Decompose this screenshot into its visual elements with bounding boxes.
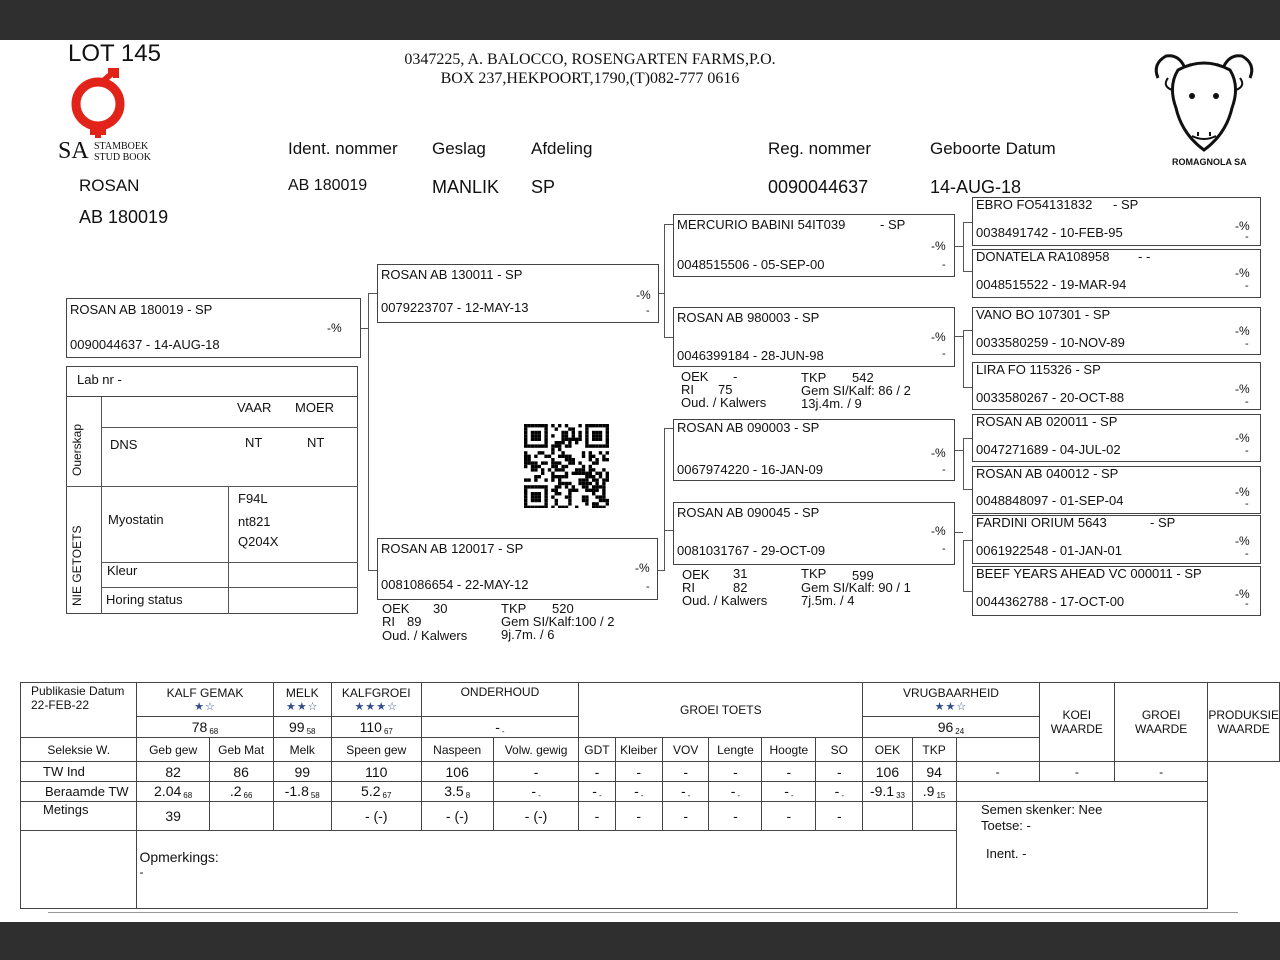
ggp-dash: - xyxy=(1245,445,1249,457)
btw-acc: 33 xyxy=(896,791,905,800)
ggp-pct: -% xyxy=(1235,485,1250,499)
kalfgroei-label: KALFGROEI xyxy=(341,686,411,700)
vaar-label: VAAR xyxy=(237,400,272,415)
sel-onder-value: - xyxy=(495,718,500,735)
sire-name: ROSAN AB 130011 - SP xyxy=(381,267,523,282)
grandparent-box xyxy=(673,419,955,481)
geslag-value: MANLIK xyxy=(432,177,500,197)
btw-cell xyxy=(273,782,331,802)
ident-label: Ident. nommer xyxy=(288,139,398,158)
dam-name: ROSAN AB 120017 - SP xyxy=(381,541,524,556)
sire-pct: -% xyxy=(636,288,651,302)
seleksie-label: Seleksie W. xyxy=(21,738,137,762)
oek-value: - xyxy=(733,369,738,384)
gp-pct: -% xyxy=(931,446,946,460)
btw-acc: 67 xyxy=(382,791,392,800)
sel-groei-acc: 67 xyxy=(383,726,393,736)
oud-label: Oud. / Kalwers xyxy=(681,395,767,410)
semen-donor: Semen skenker: Nee xyxy=(981,802,1103,817)
subject-name: ROSAN AB 180019 - SP xyxy=(70,302,213,317)
qr-code-icon xyxy=(523,424,611,508)
ggp-name: DONATELA RA108958 xyxy=(976,249,1110,264)
col-header: Geb gew xyxy=(137,738,209,762)
btw-acc: 68 xyxy=(183,791,193,800)
ggp-name: ROSAN AB 040012 - SP xyxy=(976,466,1119,481)
col-header: Melk xyxy=(273,738,331,762)
melk-header xyxy=(273,683,331,717)
btw-acc: - xyxy=(841,791,844,800)
tw-value: - xyxy=(615,762,662,782)
vrugbaarheid-header xyxy=(863,683,1039,717)
gp-name: ROSAN AB 090003 - SP xyxy=(677,420,820,435)
ggp-reg: 0061922548 - 01-JAN-01 xyxy=(976,543,1122,558)
gp-dash: - xyxy=(942,259,946,271)
ggp-dash: - xyxy=(1245,338,1249,350)
metings-value xyxy=(273,802,331,831)
col-header: TKP xyxy=(912,738,956,762)
btw-acc: - xyxy=(538,791,541,800)
ggp-sp: - - xyxy=(1138,249,1151,264)
ggp-reg: 0038491742 - 10-FEB-95 xyxy=(976,225,1123,240)
studbook-text: STUD BOOK xyxy=(94,152,151,163)
btw-cell xyxy=(709,782,762,802)
dam-tkp: 520 xyxy=(552,601,574,616)
bull-head-icon xyxy=(1148,46,1260,156)
ggp-reg: 0048515522 - 19-MAR-94 xyxy=(976,277,1127,292)
ggp-pct: -% xyxy=(1235,534,1250,548)
oud-value: 13j.4m. / 9 xyxy=(801,396,862,411)
ggp-reg: 0047271689 - 04-JUL-02 xyxy=(976,442,1121,457)
sel-melk-acc: 58 xyxy=(306,726,316,736)
btw-cell xyxy=(331,782,421,802)
groei-waarde-header xyxy=(1115,683,1208,762)
ri-label: RI xyxy=(682,580,695,595)
btw-cell xyxy=(579,782,615,802)
oek-value: 31 xyxy=(733,566,748,581)
grandparent-box xyxy=(673,214,955,277)
ident-big: AB 180019 xyxy=(79,207,169,227)
koei-label: KOEI xyxy=(1062,708,1092,722)
tw-row xyxy=(21,762,1280,782)
ggp-reg: 0033580267 - 20-OCT-88 xyxy=(976,390,1125,405)
dam-ri: 89 xyxy=(407,614,422,629)
gp-dash: - xyxy=(942,543,946,555)
ri-value: 75 xyxy=(718,382,733,397)
ggp-dash: - xyxy=(1245,231,1249,243)
produksie-label: PRODUKSIE xyxy=(1208,708,1279,722)
btw-cell xyxy=(816,782,863,802)
great-grandparent-box xyxy=(972,414,1261,462)
col-header: Kleiber xyxy=(615,738,662,762)
ggp-pct: -% xyxy=(1235,219,1250,233)
opmerkings-label: Opmerkings: xyxy=(139,849,219,865)
sel-kalf-acc: 68 xyxy=(209,726,219,736)
opmerkings-blank xyxy=(21,831,137,909)
great-grandparent-box xyxy=(972,197,1261,246)
btw-cell xyxy=(421,782,493,802)
great-grandparent-box xyxy=(972,515,1261,564)
ggp-dash: - xyxy=(1245,280,1249,292)
geslag-label: Geslag xyxy=(432,139,486,158)
myostatin-value: Q204X xyxy=(238,534,279,549)
btw-value: 5.2 xyxy=(361,783,381,799)
dam-oud-label: Oud. / Kalwers xyxy=(382,628,468,643)
btw-value: -1.8 xyxy=(284,783,309,799)
ggp-dash: - xyxy=(1245,548,1249,560)
great-grandparent-box xyxy=(972,362,1261,410)
ggp-dash: - xyxy=(1245,598,1249,610)
ggp-pct: -% xyxy=(1235,324,1250,338)
btw-value: 2.04 xyxy=(154,783,182,799)
metings-value xyxy=(209,802,273,831)
tkp-label: TKP xyxy=(801,566,827,581)
dam-reg: 0081086654 - 22-MAY-12 xyxy=(381,577,529,592)
lab-nr-box xyxy=(66,366,358,397)
sel-vrug-value: 96 xyxy=(937,718,954,735)
opmerkings-value: - xyxy=(139,865,144,879)
ouerskap-label: Ouerskap xyxy=(70,423,84,476)
sel-kalf xyxy=(137,717,273,738)
subject-reg: 0090044637 - 14-AUG-18 xyxy=(70,337,220,352)
gem-value: Gem SI/Kalf: 90 / 1 xyxy=(801,580,911,595)
ggp-pct: -% xyxy=(1235,266,1250,280)
tkp-value: 599 xyxy=(852,568,874,583)
oud-label: Oud. / Kalwers xyxy=(682,593,768,608)
stamboek-text: STAMBOEK xyxy=(94,141,149,152)
btw-cell xyxy=(615,782,662,802)
col-header: Volw. gewig xyxy=(493,738,578,762)
grandparent-box xyxy=(673,502,955,565)
tw-value: 106 xyxy=(421,762,493,782)
tw-value: 94 xyxy=(912,762,956,782)
animal-name: ROSAN xyxy=(79,176,140,195)
kalf-gemak-stars: ★☆ xyxy=(194,701,216,713)
tw-extra-value: - xyxy=(1115,762,1208,782)
gp-pct: -% xyxy=(931,239,946,253)
btw-acc: 8 xyxy=(465,791,471,800)
btw-value: - xyxy=(681,783,686,799)
grandparent-box xyxy=(673,307,955,367)
tw-value: - xyxy=(762,762,816,782)
col-header: SO xyxy=(816,738,863,762)
dam-oek: 30 xyxy=(433,601,448,616)
ri-value: 82 xyxy=(733,580,748,595)
metings-value: - (-) xyxy=(493,802,578,831)
great-grandparent-box xyxy=(972,466,1261,514)
sa-logo-symbol-icon xyxy=(68,68,132,140)
produksie-waarde-header xyxy=(1208,683,1280,762)
col-header: OEK xyxy=(863,738,912,762)
btw-value: .9 xyxy=(922,783,935,799)
gp-dash: - xyxy=(942,348,946,360)
metings-value: - (-) xyxy=(421,802,493,831)
ggp-reg: 0033580259 - 10-NOV-89 xyxy=(976,335,1125,350)
btw-value: -9.1 xyxy=(869,783,895,799)
great-grandparent-box xyxy=(972,249,1261,298)
metings-value xyxy=(863,802,912,831)
btw-cell xyxy=(762,782,816,802)
afdeling-label: Afdeling xyxy=(531,139,593,158)
pub-label: Publikasie Datum xyxy=(31,684,125,698)
onderhoud-header: ONDERHOUD xyxy=(421,683,579,717)
gp-sp: - SP xyxy=(880,217,906,232)
myostatin-value: nt821 xyxy=(238,514,271,529)
btw-value: - xyxy=(634,783,639,799)
ggp-name: VANO BO 107301 - SP xyxy=(976,307,1111,322)
sel-onder-acc: - xyxy=(501,726,505,736)
col-header: VOV xyxy=(662,738,709,762)
metings-value: - xyxy=(615,802,662,831)
melk-stars: ★★☆ xyxy=(285,701,319,713)
btw-acc: - xyxy=(737,791,741,800)
btw-acc: - xyxy=(790,791,794,800)
melk-label: MELK xyxy=(285,686,319,700)
btw-value: - xyxy=(531,783,537,799)
bottom-bar xyxy=(0,922,1280,960)
ggp-name: BEEF YEARS AHEAD VC 000011 - SP xyxy=(976,566,1202,581)
tw-value: - xyxy=(493,762,578,782)
gp-reg: 0048515506 - 05-SEP-00 xyxy=(677,257,825,272)
col-header: Lengte xyxy=(709,738,762,762)
metings-label: Metings xyxy=(21,802,137,831)
gem-value: Gem SI/Kalf: 86 / 2 xyxy=(801,383,911,398)
lab-grid xyxy=(66,397,358,614)
waarde-label: WAARDE xyxy=(1217,722,1270,736)
tw-value: 82 xyxy=(137,762,209,782)
gp-pct: -% xyxy=(931,524,946,538)
opmerkings-cell xyxy=(137,831,956,909)
koei-waarde-header xyxy=(1039,683,1114,762)
col-header: Geb Mat xyxy=(209,738,273,762)
metings-value: - xyxy=(762,802,816,831)
gp-reg: 0081031767 - 29-OCT-09 xyxy=(677,543,826,558)
tw-value: - xyxy=(709,762,762,782)
sel-vrug xyxy=(863,717,1039,738)
col-header: Hoogte xyxy=(762,738,816,762)
groei-label: GROEI xyxy=(1141,708,1181,722)
dam-ri-label: RI xyxy=(382,614,395,629)
dam-dash: - xyxy=(646,581,650,593)
tw-value: 99 xyxy=(273,762,331,782)
dam-tkp-label: TKP xyxy=(501,601,527,616)
birth-value: 14-AUG-18 xyxy=(930,177,1022,197)
metings-value: - xyxy=(662,802,709,831)
ggp-dash: - xyxy=(1245,396,1249,408)
toetse: Toetse: - xyxy=(981,818,1031,833)
sel-kalf-value: 78 xyxy=(191,718,208,735)
sire-box xyxy=(377,264,659,323)
sire-reg: 0079223707 - 12-MAY-13 xyxy=(381,300,529,315)
gp-dash: - xyxy=(942,464,946,476)
tw-value: 106 xyxy=(863,762,912,782)
myostatin-label: Myostatin xyxy=(108,512,164,527)
vrug-stars: ★★☆ xyxy=(934,701,968,713)
nie-getoets-label: NIE GETOETS xyxy=(70,525,84,606)
romagnola-text: ROMAGNOLA SA xyxy=(1172,157,1247,167)
btw-acc: - xyxy=(687,791,691,800)
ggp-name: EBRO FO54131832 xyxy=(976,197,1093,212)
ggp-name: FARDINI ORIUM 5643 xyxy=(976,515,1107,530)
birth-label: Geboorte Datum xyxy=(930,139,1056,158)
dam-gem: Gem SI/Kalf:100 / 2 xyxy=(501,614,615,629)
gp-name: ROSAN AB 980003 - SP xyxy=(677,310,820,325)
kalfgroei-header xyxy=(331,683,421,717)
waarde-label: WAARDE xyxy=(1135,722,1188,736)
kalfgroei-stars: ★★★☆ xyxy=(354,701,398,713)
ggp-pct: -% xyxy=(1235,587,1250,601)
oek-label: OEK xyxy=(681,369,709,384)
sel-melk xyxy=(273,717,331,738)
btw-acc: 66 xyxy=(243,791,253,800)
metings-value: - xyxy=(816,802,863,831)
ggp-dash: - xyxy=(1245,498,1249,510)
ggp-name: ROSAN AB 020011 - SP xyxy=(976,414,1118,429)
performance-table xyxy=(20,682,1280,909)
dam-oud: 9j.7m. / 6 xyxy=(501,627,555,642)
gp-reg: 0067974220 - 16-JAN-09 xyxy=(677,462,823,477)
btw-label: Beraamde TW xyxy=(21,782,137,802)
kalf-gemak-header xyxy=(137,683,273,717)
btw-cell xyxy=(863,782,912,802)
dns-label: DNS xyxy=(110,437,138,452)
dns-vaar: NT xyxy=(245,435,263,450)
btw-row xyxy=(21,782,1280,802)
gp-reg: 0046399184 - 28-JUN-98 xyxy=(677,348,824,363)
sel-melk-value: 99 xyxy=(289,718,305,735)
ggp-pct: -% xyxy=(1235,431,1250,445)
tkp-label: TKP xyxy=(801,370,827,385)
sel-vrug-acc: 24 xyxy=(955,726,965,736)
tw-extra-value: - xyxy=(1039,762,1114,782)
btw-cell xyxy=(493,782,578,802)
moer-label: MOER xyxy=(295,400,334,415)
tw-value: 110 xyxy=(331,762,421,782)
metings-value: - xyxy=(579,802,615,831)
dam-pct: -% xyxy=(635,561,650,575)
gp-name: MERCURIO BABINI 54IT039 xyxy=(677,217,846,232)
ggp-sp: - SP xyxy=(1113,197,1139,212)
tw-value: - xyxy=(816,762,863,782)
btw-cell xyxy=(137,782,209,802)
tw-value: - xyxy=(579,762,615,782)
subject-pct: -% xyxy=(327,321,342,335)
metings-value: - (-) xyxy=(331,802,421,831)
btw-value: 3.5 xyxy=(444,783,464,799)
col-header: Speen gew xyxy=(331,738,421,762)
ident-value: AB 180019 xyxy=(288,177,368,194)
sa-logo-text: SA xyxy=(58,138,89,164)
lab-nr: Lab nr - xyxy=(77,372,122,387)
ggp-reg: 0048848097 - 01-SEP-04 xyxy=(976,493,1124,508)
sel-groei-value: 110 xyxy=(359,718,382,735)
gp-pct: -% xyxy=(931,330,946,344)
reg-label: Reg. nommer xyxy=(768,139,871,158)
btw-value: - xyxy=(730,783,736,799)
subject-box xyxy=(66,298,361,358)
pub-date: 22-FEB-22 xyxy=(31,698,90,712)
tw-value: 86 xyxy=(209,762,273,782)
vrugbaarheid-label: VRUGBAARHEID xyxy=(902,686,999,700)
metings-value: - xyxy=(709,802,762,831)
breeder-info: 0347225, A. BALOCCO, ROSENGARTEN FARMS,P.O. BOX 237,HEKPOORT,1790,(T)082-777 0616 xyxy=(404,51,776,87)
dam-box xyxy=(377,538,658,600)
ri-label: RI xyxy=(681,382,694,397)
reg-value: 0090044637 xyxy=(768,177,869,197)
btw-cell xyxy=(209,782,273,802)
lot-number: LOT 145 xyxy=(68,40,161,67)
metings-value: 39 xyxy=(137,802,209,831)
tw-extra-value: - xyxy=(956,762,1039,782)
waarde-label: WAARDE xyxy=(1050,722,1103,736)
afdeling-value: SP xyxy=(531,177,556,197)
ggp-sp: - SP xyxy=(1150,515,1176,530)
kalf-gemak-label: KALF GEMAK xyxy=(166,686,244,700)
btw-acc: - xyxy=(598,791,602,800)
groei-toets-header: GROEI TOETS xyxy=(579,683,863,738)
oud-value: 7j.5m. / 4 xyxy=(801,593,855,608)
sel-groei xyxy=(331,717,421,738)
dam-oek-label: OEK xyxy=(382,601,410,616)
btw-acc: 15 xyxy=(936,791,946,800)
pub-cell xyxy=(21,683,137,738)
horing-label: Horing status xyxy=(106,592,183,607)
gp-name: ROSAN AB 090045 - SP xyxy=(677,505,820,520)
great-grandparent-box xyxy=(972,307,1261,355)
btw-cell xyxy=(912,782,956,802)
btw-value: - xyxy=(592,783,597,799)
btw-value: - xyxy=(834,783,840,799)
tkp-value: 542 xyxy=(852,370,874,385)
btw-value: - xyxy=(784,783,789,799)
ggp-reg: 0044362788 - 17-OCT-00 xyxy=(976,594,1125,609)
myostatin-value: F94L xyxy=(238,491,268,506)
col-header: GDT xyxy=(579,738,615,762)
col-header: Naspeen xyxy=(421,738,493,762)
sire-dash: - xyxy=(646,305,650,317)
btw-acc: - xyxy=(640,791,644,800)
dns-moer: NT xyxy=(307,435,325,450)
sel-onder xyxy=(421,717,579,738)
ggp-pct: -% xyxy=(1235,382,1250,396)
great-grandparent-box xyxy=(972,566,1261,616)
metings-value xyxy=(912,802,956,831)
top-bar xyxy=(0,0,1280,40)
tw-value: - xyxy=(662,762,709,782)
inent: Inent. - xyxy=(986,846,1027,861)
kleur-label: Kleur xyxy=(107,563,138,578)
btw-cell xyxy=(662,782,709,802)
btw-value: .2 xyxy=(229,783,242,799)
tw-label: TW Ind xyxy=(21,762,137,782)
ggp-name: LIRA FO 115326 - SP xyxy=(976,362,1101,377)
btw-acc: 58 xyxy=(310,791,320,800)
btw-pad xyxy=(956,782,1208,802)
oek-label: OEK xyxy=(682,567,710,582)
